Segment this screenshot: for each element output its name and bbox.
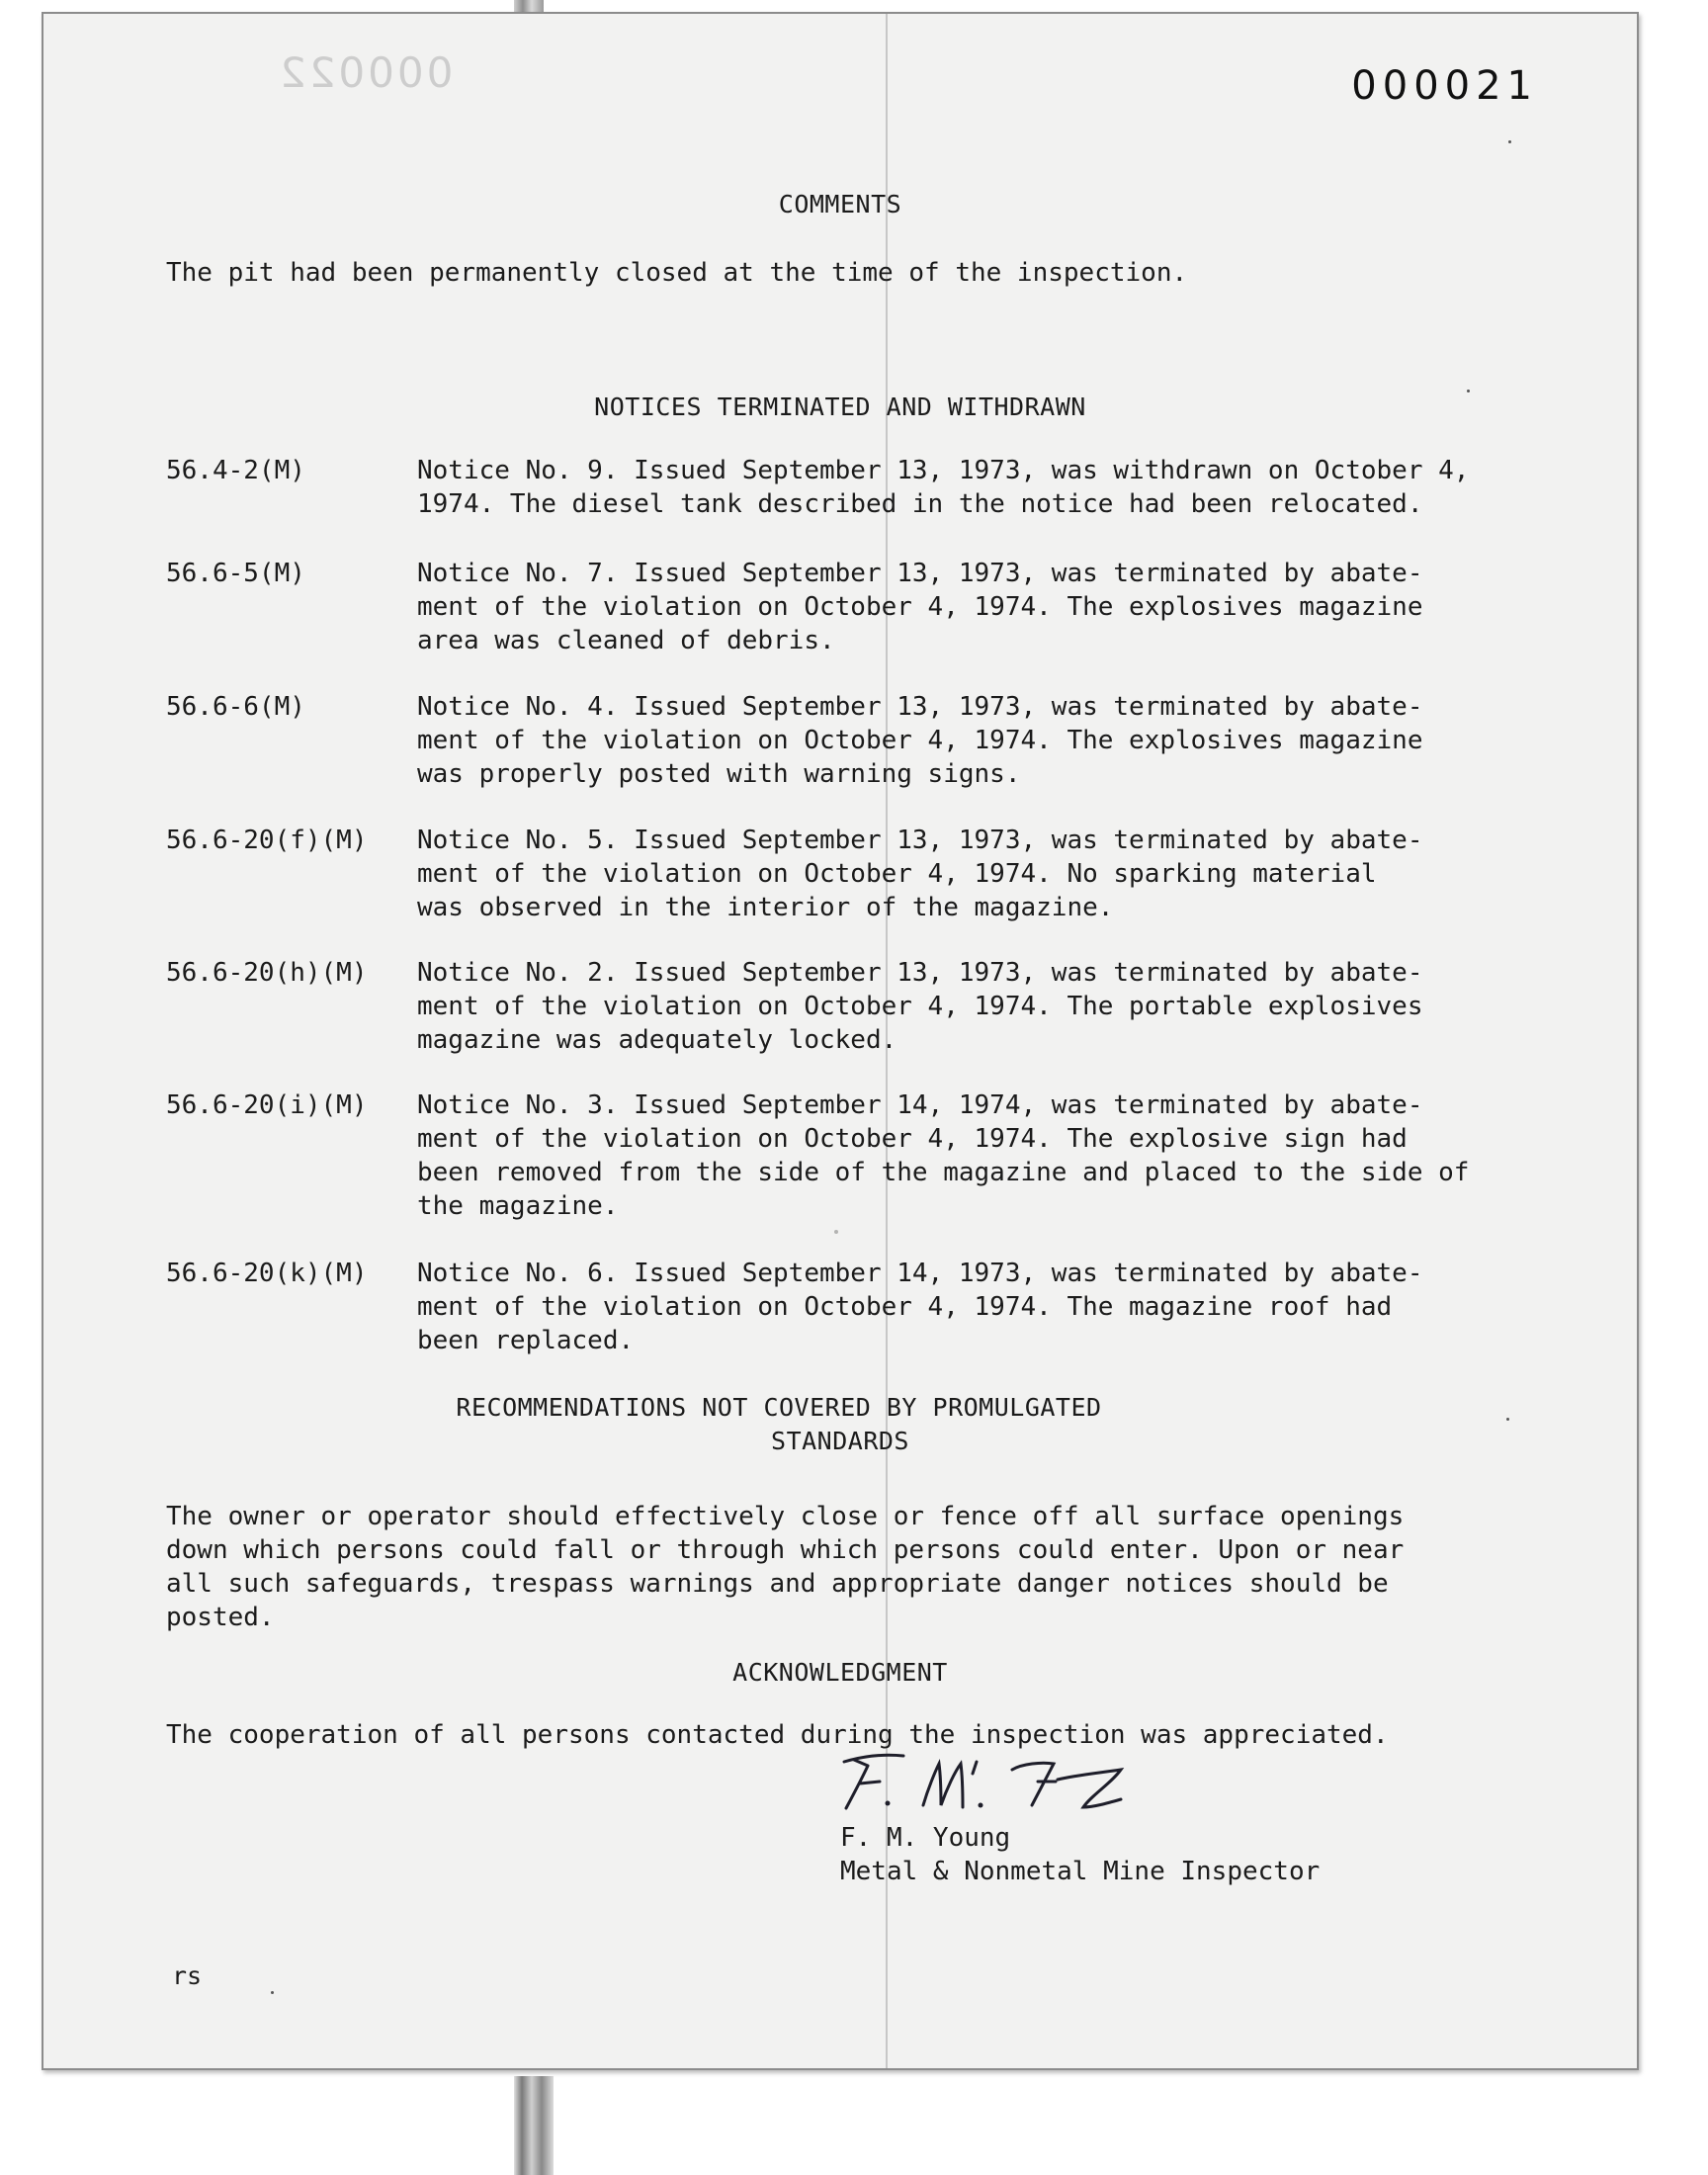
scanner-artifact-top — [514, 0, 544, 12]
notice-standard-code: 56.4-2(M) — [166, 456, 305, 485]
comments-heading: COMMENTS — [778, 190, 902, 218]
notice-standard-code: 56.6-5(M) — [166, 559, 305, 588]
recommendations-heading: RECOMMENDATIONS NOT COVERED BY PROMULGATED — [456, 1393, 1102, 1422]
signer-title: Metal & Nonmetal Mine Inspector — [840, 1857, 1321, 1886]
notice-description: Notice No. 6. Issued September 14, 1973, was terminated by abate- ment of the violation on October 4, 1974. The magazine roof had been replaced. — [417, 1259, 1423, 1355]
signer-name: F. M. Young — [840, 1823, 1011, 1853]
notice-standard-code: 56.6-20(k)(M) — [166, 1259, 368, 1288]
typist-initials: rs — [172, 1961, 203, 1990]
notice-standard-code: 56.6-6(M) — [166, 692, 305, 722]
notice-standard-code: 56.6-20(h)(M) — [166, 958, 368, 988]
acknowledgment-text: The cooperation of all persons contacted during the inspection was appreciated. — [166, 1720, 1389, 1750]
signer-block — [840, 1821, 1320, 1888]
notice-standard-code: 56.6-20(i)(M) — [166, 1090, 368, 1120]
recommendations-heading-line2: STANDARDS — [771, 1427, 909, 1455]
recommendations-text: The owner or operator should effectively close or fence off all surface openings down which persons could fall or through which persons could enter. Upon or near all such safeguards, trespass warnings and appropriate danger notices should be posted. — [166, 1502, 1405, 1632]
notice-description: Notice No. 7. Issued September 13, 1973, was terminated by abate- ment of the violation on October 4, 1974. The explosives magazine area was cleaned of debris. — [417, 559, 1423, 655]
bates-page-number: 000021 — [1351, 63, 1538, 109]
scan-speck — [1508, 140, 1511, 143]
notice-description: Notice No. 2. Issued September 13, 1973, was terminated by abate- ment of the violation on October 4, 1974. The portable explosives magazine was adequately locked. — [417, 958, 1423, 1055]
acknowledgment-heading: ACKNOWLEDGMENT — [732, 1658, 948, 1687]
scanner-artifact-bottom — [514, 2076, 554, 2175]
notice-description: Notice No. 3. Issued September 14, 1974, was terminated by abate- ment of the violation on October 4, 1974. The explosive sign had been removed from the side of the magazine and placed to the side of the magazine. — [417, 1090, 1470, 1221]
scan-speck — [1467, 390, 1470, 392]
notices-heading: NOTICES TERMINATED AND WITHDRAWN — [594, 392, 1086, 421]
comments-text: The pit had been permanently closed at the time of the inspection. — [166, 258, 1188, 288]
scan-speck — [271, 1991, 274, 1994]
faded-bates-stamp: 000022 — [277, 48, 454, 97]
scan-speck — [834, 1230, 838, 1234]
notice-description: Notice No. 4. Issued September 13, 1973, was terminated by abate- ment of the violation on October 4, 1974. The explosives magazine was properly posted with warning signs. — [417, 692, 1423, 789]
document-page — [42, 12, 1639, 2070]
handwritten-signature — [824, 1734, 1160, 1823]
notice-description: Notice No. 5. Issued September 13, 1973, was terminated by abate- ment of the violation on October 4, 1974. No sparking material was observed in the interior of the magazine. — [417, 826, 1423, 922]
scan-speck — [1506, 1418, 1509, 1421]
notice-standard-code: 56.6-20(f)(M) — [166, 826, 368, 855]
notice-description: Notice No. 9. Issued September 13, 1973, was withdrawn on October 4, 1974. The diesel tank described in the notice had been relocated. — [417, 456, 1470, 519]
